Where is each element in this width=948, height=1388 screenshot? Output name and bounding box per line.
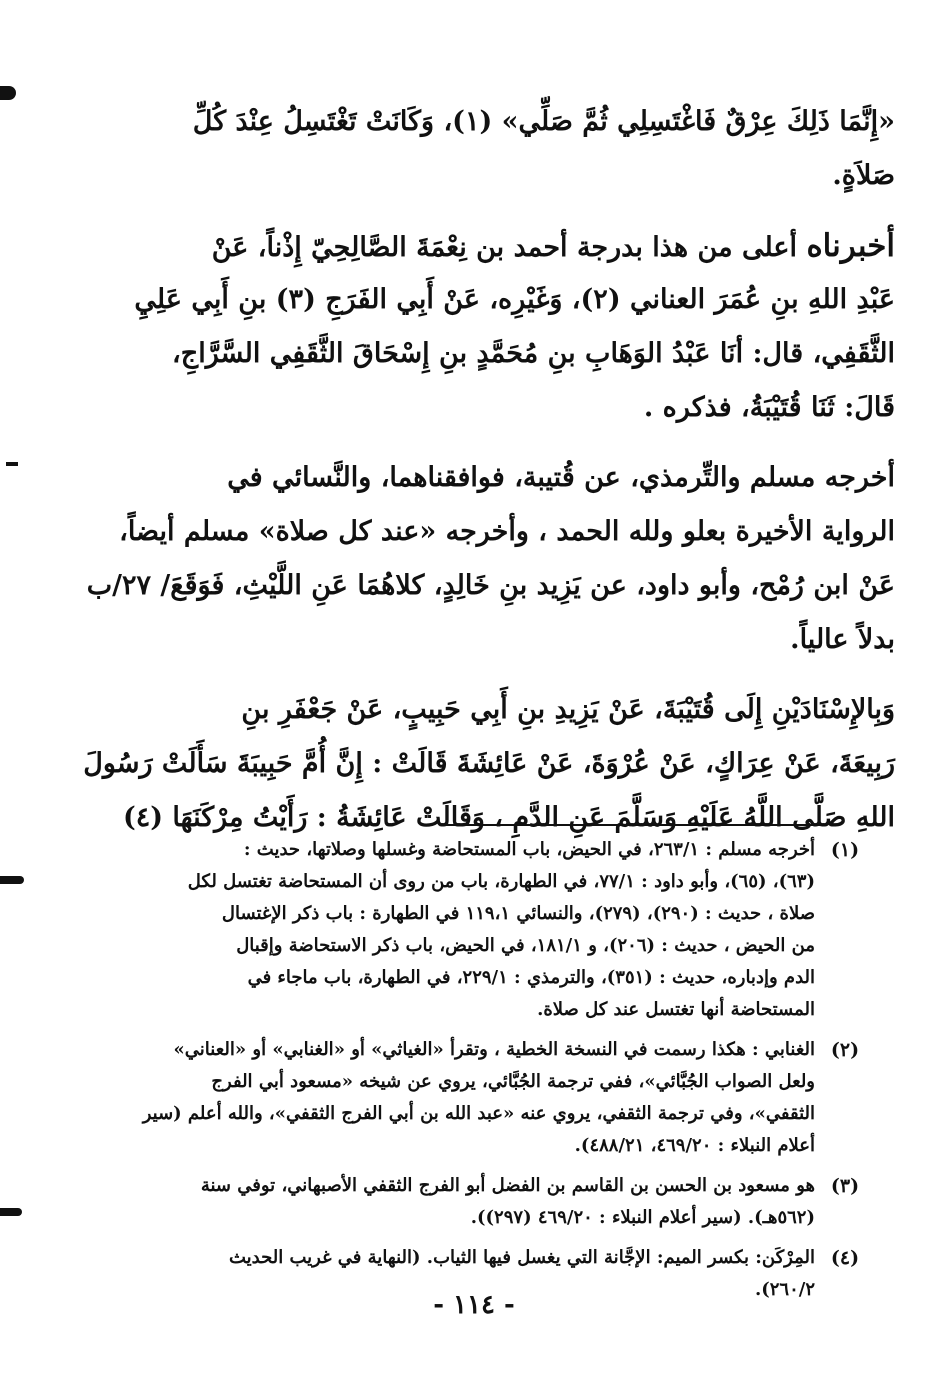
scan-edge-mark	[6, 462, 18, 466]
footnote-line: المِرْكَن: بكسر الميم: الإجَّانة التي يغسل فيها الثياب. (النهاية في غريب الحديث	[228, 1247, 815, 1268]
footnote-line: ولعل الصواب الجُبَّائي»، ففي ترجمة الجُبَّائي، يروي عن شيخه «مسعود أبي الفرج	[211, 1071, 815, 1092]
text-line: قَالَ: ثَنَا قُتَيْبَةُ، فذكره .	[643, 392, 895, 423]
footnote-line: من الحيض ، حديث : (٢٠٦)، و ١٨١/١، في الحيض، باب ذكر الاستحاضة وإقبال	[236, 935, 815, 956]
scan-edge-mark	[0, 1208, 22, 1216]
paragraph-3	[86, 451, 895, 667]
text-line: اللهِ صَلَّى اللَّهُ عَلَيْهِ وَسَلَّمَ عَنِ الدَّمِ ، وَقَالَتْ عَائِشَةُ : رَأَيْتُ مِرْكَنَهَا (٤)	[122, 802, 895, 833]
paragraph-1	[150, 95, 895, 203]
footnotes	[142, 824, 875, 1306]
footnote-line: الثقفي»، وفي ترجمة الثقفي، يروي عنه «عبد الله بن أبي الفرج الثقفي»، والله أعلم (سير	[142, 1103, 815, 1124]
text-line: أخرجه مسلم والتِّرمذي، عن قُتيبة، فوافقناهما، والنَّسائي في	[227, 462, 895, 493]
footnote-number: (٤)	[830, 1247, 860, 1269]
footnote-number: (٢)	[830, 1039, 860, 1061]
footnote-divider	[442, 824, 827, 826]
text-line: رَبِيعَةَ، عَنْ عِرَاكٍ، عَنْ عُرْوَةَ، عَنْ عَائِشَةَ قَالَتْ : إِنَّ أُمَّ حَبِيبَةَ سَأَلَتْ رَسُولَ	[83, 748, 895, 779]
footnote-number: (٣)	[830, 1175, 860, 1197]
paragraph-4	[83, 683, 895, 845]
footnote-line: الغنابي : هكذا رسمت في النسخة الخطية ، وتقرأ «الغياثي» أو «الغنابي» أو «العناني»	[173, 1039, 815, 1060]
text-line: «إِنَّمَا ذَلِكَ عِرْقٌ فَاغْتَسِلِي ثُمَّ صَلِّي» (١)، وَكَانَتْ تَغْتَسِلُ عِنْدَ كُلِّ	[192, 106, 895, 137]
footnote-3	[175, 1170, 875, 1234]
lead-word: أخبرناه	[806, 228, 895, 264]
text-line: الثَّقَفِي، قال: أنَا عَبْدُ الوَهَابِ بنِ مُحَمَّدٍ بنِ إِسْحَاقَ الثَّقَفِي السَّرَّاجِ،	[172, 338, 895, 369]
footnote-line: أخرجه مسلم : ٢٦٣/١، في الحيض، باب المستحاضة وغسلها وصلاتها، حديث :	[243, 839, 815, 860]
text-line: بدلاً عالياً.	[790, 624, 895, 655]
text-line: عَبْدِ اللهِ بنِ عُمَرَ العناني (٢)، وَغَيْرِه، عَنْ أَبِي الفَرَجِ (٣) بنِ أَبِي عَلِيِ	[134, 284, 895, 315]
footnote-line: (٥٦٢هـ). (سير أعلام النبلاء : ٤٦٩/٢٠ (٢٩٧)).	[470, 1207, 815, 1228]
footnote-1	[175, 834, 875, 1026]
main-text	[83, 95, 895, 845]
footnote-2	[142, 1034, 875, 1162]
text-line	[150, 219, 895, 273]
footnote-line: هو مسعود بن الحسن بن القاسم بن الفضل أبو الفرج الثقفي الأصبهاني، توفي سنة	[200, 1175, 815, 1196]
text-line: وَبِالإِسْنَادَيْنِ إِلَى قُتَيْبَةَ، عَنْ يَزِيدِ بنِ أَبِي حَبِيبٍ، عَنْ جَعْفَرِ بنِ	[241, 694, 895, 725]
footnote-line: صلاة ، حديث : (٢٩٠)، (٢٧٩)، والنسائي ١١٩،١ في الطهارة : باب ذكر الإغتسال	[221, 903, 815, 924]
footnote-line: أعلام النبلاء : ٤٦٩/٢٠، ٤٨٨/٢١).	[574, 1135, 815, 1156]
text-line: عَنْ ابن رُمْح، وأبو داود، عن يَزِيد بنِ خَالِدٍ، كلاهُمَا عَنِ اللَّيْثِ، فَوَقَعَ/ ٢٧/ب	[86, 570, 895, 601]
footnote-line: الدم وإدباره، حديث : (٣٥١)، والترمذي : ٢٢٩/١، في الطهارة، باب ماجاء في	[247, 967, 815, 988]
scan-edge-mark	[0, 86, 16, 100]
footnote-line: (٦٣)، (٦٥)، وأبو داود : ٧٧/١، في الطهارة، باب من روى أن المستحاضة تغتسل لكل	[187, 871, 815, 892]
scan-edge-mark	[0, 876, 24, 884]
text-line-rest: أعلى من هذا بدرجة أحمد بن نِعْمَةَ الصَّالِحِيّ إِذْناً، عَنْ	[211, 232, 798, 263]
paragraph-2	[134, 219, 895, 435]
footnote-number: (١)	[830, 839, 860, 861]
page-number: - ١١٤ -	[433, 1290, 515, 1320]
footnote-line: المستحاضة أنها تغتسل عند كل صلاة.	[537, 999, 815, 1020]
text-line: صَلاَةٍ.	[832, 160, 895, 191]
text-line: الرواية الأخيرة بعلو ولله الحمد ، وأخرجه «عند كل صلاة» مسلم أيضاً،	[119, 516, 895, 547]
footnote-line: ٢٦٠/٢).	[754, 1279, 815, 1300]
